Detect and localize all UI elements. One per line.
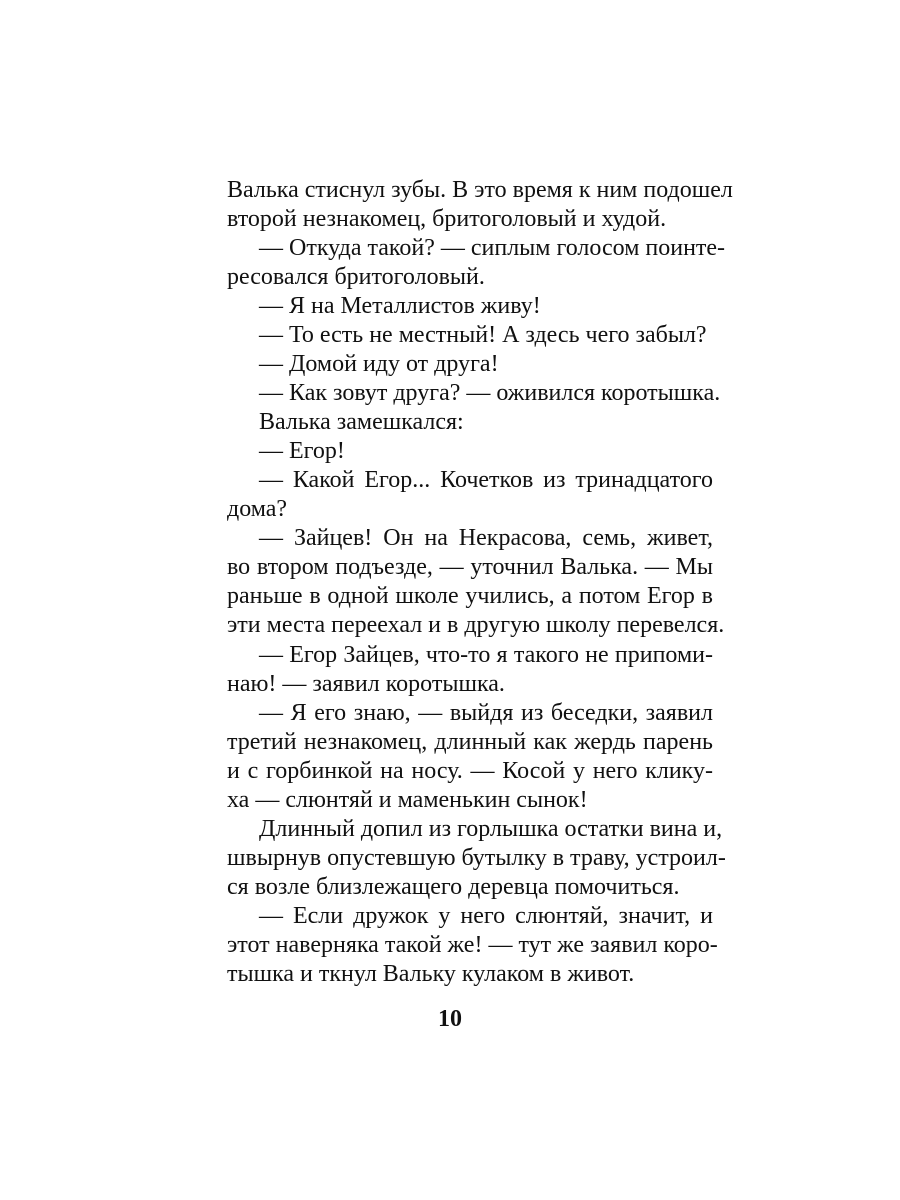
text-line: наю! — заявил коротышка.	[227, 670, 505, 697]
text-line: Длинный допил из горлышка остатки вина и,	[259, 815, 723, 842]
text-line: раньше в одной школе учились, а потом Егор в	[227, 583, 713, 610]
text-line: ся возле близлежащего деревца помочиться.	[227, 873, 680, 900]
page-text	[227, 176, 733, 989]
text-line: третий незнакомец, длинный как жердь парень	[227, 728, 713, 755]
text-line: — Егор!	[259, 438, 345, 465]
text-line: эти места переехал и в другую школу перевелся.	[227, 612, 725, 639]
text-line: — Зайцев! Он на Некрасова, семь, живет,	[259, 525, 713, 552]
text-line: — Если дружок у него слюнтяй, значит, и	[259, 902, 713, 929]
text-line: — Какой Егор... Кочетков из тринадцатого	[259, 467, 713, 494]
text-line: Валька стиснул зубы. В это время к ним подошел	[227, 177, 733, 203]
page-number: 10	[438, 1006, 462, 1032]
text-line: Валька замешкался:	[259, 409, 464, 436]
text-line: — То есть не местный! А здесь чего забыл?	[259, 322, 707, 349]
text-line: — Я на Металлистов живу!	[259, 293, 541, 320]
text-line: — Егор Зайцев, что-то я такого не припоми-	[259, 641, 713, 668]
text-line: этот наверняка такой же! — тут же заявил коро-	[227, 931, 718, 958]
text-line: — Откуда такой? — сиплым голосом поинте-	[259, 235, 726, 262]
text-line: швырнув опустевшую бутылку в траву, устроил-	[227, 844, 726, 871]
text-line: и с горбинкой на носу. — Косой у него клику-	[227, 757, 713, 784]
text-line: — Как зовут друга? — оживился коротышка.	[259, 380, 721, 407]
text-line: ресовался бритоголовый.	[227, 264, 485, 291]
text-line: ха — слюнтяй и маменькин сынок!	[227, 786, 588, 813]
text-line: дома?	[227, 496, 288, 523]
text-line: — Домой иду от друга!	[259, 351, 499, 378]
text-line: во втором подъезде, — уточнил Валька. — Мы	[227, 554, 713, 581]
text-line: тышка и ткнул Вальку кулаком в живот.	[227, 960, 635, 987]
text-line: — Я его знаю, — выйдя из беседки, заявил	[259, 699, 713, 726]
text-line: второй незнакомец, бритоголовый и худой.	[227, 206, 667, 233]
